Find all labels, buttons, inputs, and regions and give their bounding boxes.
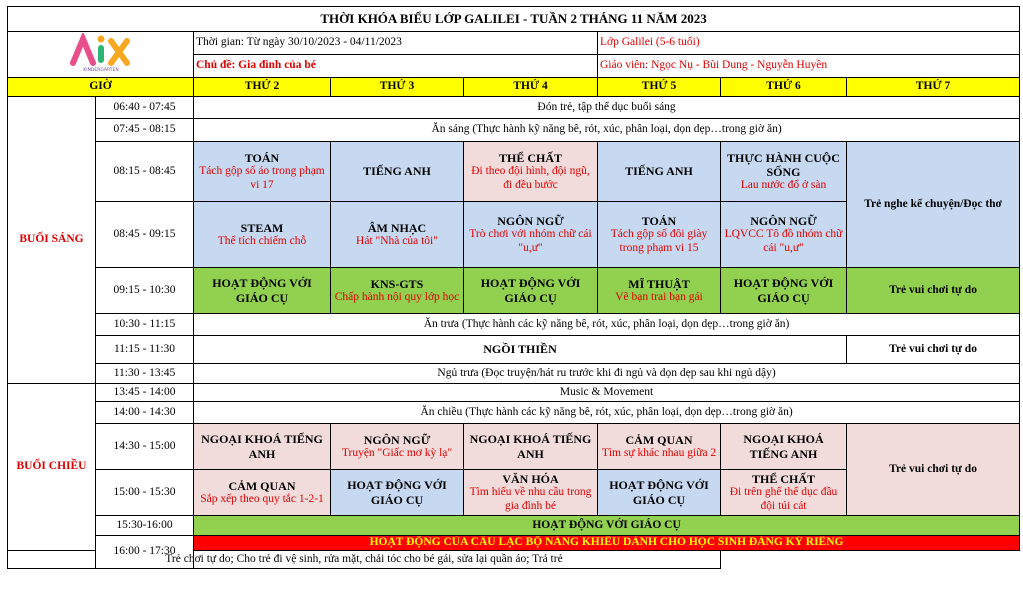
header-day: THỨ 2 <box>194 78 331 97</box>
date-range: Thời gian: Từ ngày 30/10/2023 - 04/11/2023 <box>194 32 598 55</box>
time-slot: 15:30-16:00 <box>96 516 194 536</box>
time-slot: 16:00 - 17:30 <box>96 536 194 569</box>
header-day: THỨ 3 <box>331 78 464 97</box>
lesson-cell: HOẠT ĐỘNG VỚI GIÁO CỤ <box>464 268 598 314</box>
lesson-cell: CẢM QUAN Sắp xếp theo quy tắc 1-2-1 <box>194 470 331 516</box>
time-slot: 13:45 - 14:00 <box>96 384 194 402</box>
row-teaching-aids: HOẠT ĐỘNG VỚI GIÁO CỤ <box>194 516 1020 536</box>
header-day: THỨ 5 <box>598 78 721 97</box>
row-music: Music & Movement <box>194 384 1020 402</box>
lesson-cell: NGÔN NGỮ Trò chơi với nhóm chữ cái "u,ư" <box>464 202 598 268</box>
lesson-cell: HOẠT ĐỘNG VỚI GIÁO CỤ <box>194 268 331 314</box>
lesson-cell: Trẻ vui chơi tự do <box>847 268 1020 314</box>
time-slot: 10:30 - 11:15 <box>96 314 194 336</box>
lesson-cell: KNS-GTS Chấp hành nội quy lớp học <box>331 268 464 314</box>
lesson-cell: HOẠT ĐỘNG VỚI GIÁO CỤ <box>598 470 721 516</box>
lesson-cell: NGOẠI KHOÁ TIẾNG ANH <box>464 424 598 470</box>
header-day: THỨ 6 <box>721 78 847 97</box>
class-name: Lớp Galilei (5-6 tuổi) <box>598 32 1020 55</box>
teachers: Giáo viên: Ngọc Nụ - Bùi Dung - Nguyễn Huyền <box>598 55 1020 78</box>
time-slot: 11:30 - 13:45 <box>96 364 194 384</box>
saturday-afternoon: Trẻ vui chơi tự do <box>847 424 1020 516</box>
lesson-cell: ÂM NHẠC Hát "Nhà của tôi" <box>331 202 464 268</box>
club-banner: HOẠT ĐỘNG CỦA CÂU LẠC BỘ NĂNG KHIẾU DÀNH CHO HỌC SINH ĐĂNG KÝ RIÊNG <box>194 536 1020 551</box>
logo-icon <box>55 33 147 77</box>
row-arrival: Đón trẻ, tập thể dục buổi sáng <box>194 97 1020 119</box>
logo <box>8 32 194 78</box>
time-slot: 15:00 - 15:30 <box>96 470 194 516</box>
lesson-cell: TOÁN Tách gộp số đôi giày trong phạm vi 15 <box>598 202 721 268</box>
lesson-cell: HOẠT ĐỘNG VỚI GIÁO CỤ <box>721 268 847 314</box>
lesson-cell: CẢM QUAN Tìm sự khác nhau giữa 2 <box>598 424 721 470</box>
time-slot: 08:45 - 09:15 <box>96 202 194 268</box>
header-day: THỨ 7 <box>847 78 1020 97</box>
time-slot: 09:15 - 10:30 <box>96 268 194 314</box>
time-slot: 07:45 - 08:15 <box>96 119 194 142</box>
theme: Chủ đề: Gia đình của bé <box>194 55 598 78</box>
saturday-1115: Trẻ vui chơi tự do <box>847 336 1020 364</box>
lesson-cell: NGÔN NGỮ Truyện "Giấc mơ kỳ lạ" <box>331 424 464 470</box>
row-pickup: Trẻ chơi tự do; Cho trẻ đi vệ sinh, rửa mặt, chải tóc cho bé gái, sửa lại quần áo; Trả trẻ <box>8 551 721 569</box>
lesson-cell: TIẾNG ANH <box>331 142 464 202</box>
saturday-morning: Trẻ nghe kể chuyện/Đọc thơ <box>847 142 1020 268</box>
page-title: THỜI KHÓA BIỂU LỚP GALILEI - TUẦN 2 THÁNG 11 NĂM 2023 <box>8 7 1020 32</box>
session-morning: BUỔI SÁNG <box>8 97 96 384</box>
lesson-cell: NGOẠI KHOÁ TIẾNG ANH <box>721 424 847 470</box>
timetable <box>7 6 1020 569</box>
lesson-cell: HOẠT ĐỘNG VỚI GIÁO CỤ <box>331 470 464 516</box>
session-afternoon: BUỔI CHIỀU <box>8 384 96 551</box>
lesson-cell: MĨ THUẬT Vẽ bạn trai bạn gái <box>598 268 721 314</box>
lesson-cell: NGÔN NGỮ LQVCC Tô đồ nhóm chữ cái "u,ư" <box>721 202 847 268</box>
lesson-cell: STEAM Thể tích chiếm chỗ <box>194 202 331 268</box>
time-slot: 08:15 - 08:45 <box>96 142 194 202</box>
row-meditation: NGỒI THIỀN <box>194 336 847 364</box>
row-breakfast: Ăn sáng (Thực hành kỹ năng bê, rót, xúc, phân loại, dọn dẹp…trong giờ ăn) <box>194 119 1020 142</box>
lesson-cell: THỂ CHẤT Đi theo đội hình, đội ngũ, đi đều bước <box>464 142 598 202</box>
lesson-cell: TIẾNG ANH <box>598 142 721 202</box>
header-day: THỨ 4 <box>464 78 598 97</box>
row-snack: Ăn chiều (Thực hành các kỹ năng bê, rót, xúc, phân loại, dọn dẹp…trong giờ ăn) <box>194 402 1020 424</box>
row-nap: Ngủ trưa (Đọc truyện/hát ru trước khi đi ngủ và dọn dẹp sau khi ngủ dậy) <box>194 364 1020 384</box>
row-lunch: Ăn trưa (Thực hành các kỹ năng bê, rót, xúc, phân loại, dọn dẹp…trong giờ ăn) <box>194 314 1020 336</box>
lesson-cell: TOÁN Tách gộp số áo trong phạm vi 17 <box>194 142 331 202</box>
lesson-cell: THỂ CHẤT Đi trên ghế thể dục đầu đội túi cát <box>721 470 847 516</box>
time-slot: 14:30 - 15:00 <box>96 424 194 470</box>
time-slot: 11:15 - 11:30 <box>96 336 194 364</box>
logo-tagline: KINDERGARTEN <box>82 67 119 73</box>
lesson-cell: THỰC HÀNH CUỘC SỐNG Lau nước đổ ở sàn <box>721 142 847 202</box>
lesson-cell: VĂN HÓA Tìm hiểu về nhu cầu trong gia đình bé <box>464 470 598 516</box>
time-slot: 06:40 - 07:45 <box>96 97 194 119</box>
time-slot: 14:00 - 14:30 <box>96 402 194 424</box>
header-time: GIỜ <box>8 78 194 97</box>
lesson-cell: NGOẠI KHOÁ TIẾNG ANH <box>194 424 331 470</box>
